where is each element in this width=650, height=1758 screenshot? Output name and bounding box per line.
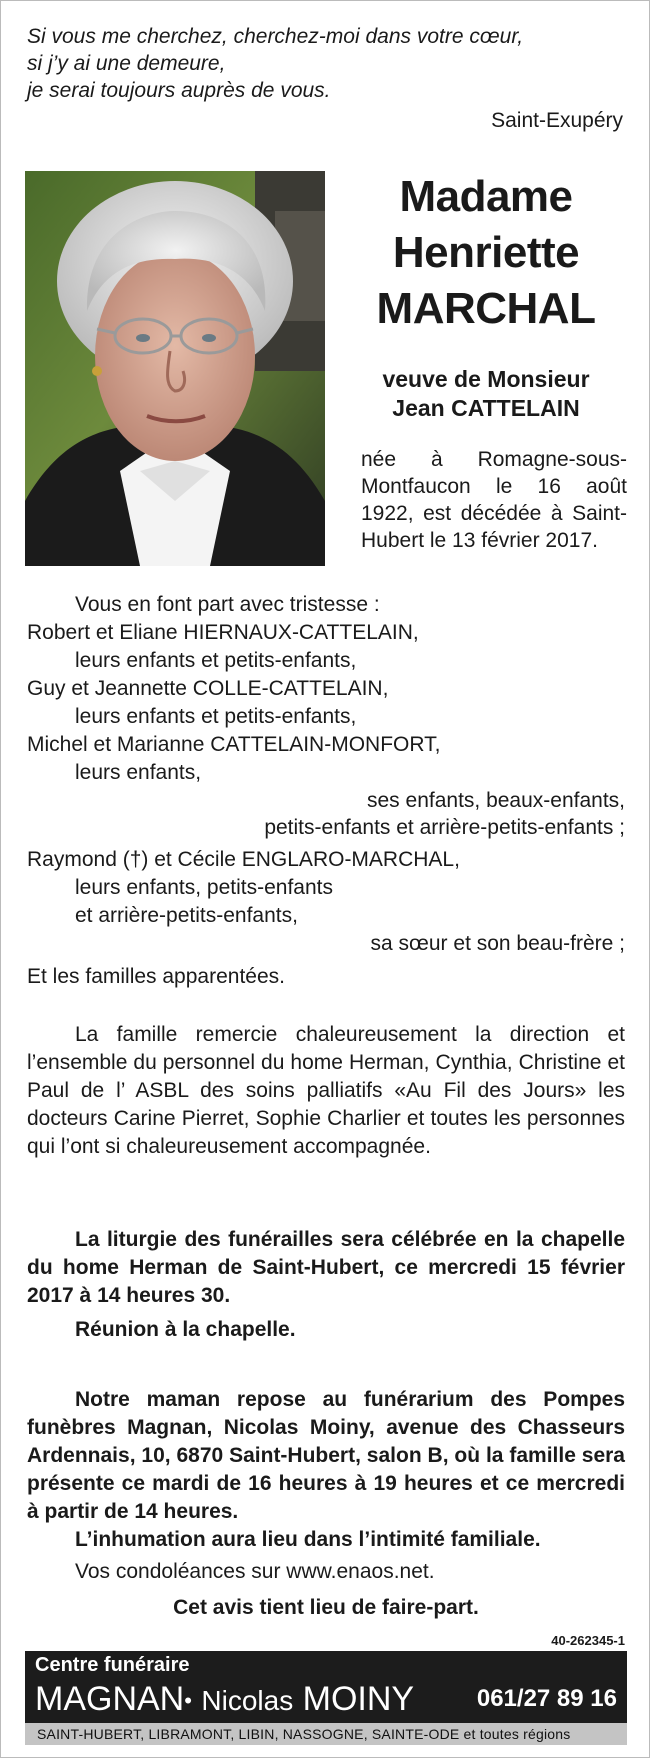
epigraph-quote: [27, 23, 631, 104]
quote-author: Saint-Exupéry: [491, 109, 623, 132]
title-line: Madame: [399, 172, 573, 221]
deceased-name: [346, 169, 626, 337]
quote-line: si j’y ai une demeure,: [27, 52, 226, 75]
birth-death-text: née à Romagne-sous-Montfaucon le 16 août 1922, est décédée à Saint-Hubert le 13 février 2017.: [361, 448, 627, 552]
rest-paragraph: Notre maman repose au funérarium des Pompes funèbres Magnan, Nicolas Moiny, avenue des Chasseurs Ardennais, 10, 6870 Saint-Hubert, salon B, où la famille sera présente ce mardi de 16 heures à 19 heures et ce mercredi à partir de 14 heures.: [27, 1388, 625, 1523]
family-line: petits-enfants et arrière-petits-enfants ;: [264, 816, 625, 839]
locations-list: SAINT-HUBERT, LIBRAMONT, LIBIN, NASSOGNE, SAINTE-ODE: [37, 1726, 460, 1742]
family-line: Guy et Jeannette COLLE-CATTELAIN,: [27, 677, 389, 700]
family-line: sa sœur et son beau-frère ;: [370, 932, 625, 955]
family-line: et arrière-petits-enfants,: [75, 904, 298, 927]
family-line: leurs enfants et petits-enfants,: [75, 705, 357, 728]
widow-line: Jean CATTELAIN: [392, 395, 580, 421]
meeting-line: Réunion à la chapelle.: [75, 1318, 296, 1341]
funeral-home-label: Centre funéraire: [35, 1654, 190, 1676]
funeral-home-name-1: MAGNAN: [35, 1680, 185, 1718]
funeral-home-phone: 061/27 89 16: [476, 1685, 617, 1712]
burial-line: L’inhumation aura lieu dans l’intimité familiale.: [75, 1528, 541, 1551]
family-line: Robert et Eliane HIERNAUX-CATTELAIN,: [27, 621, 419, 644]
funeral-home-name-3: MOINY: [302, 1680, 415, 1718]
portrait-illustration: [25, 171, 325, 566]
notice-line: Cet avis tient lieu de faire-part.: [173, 1596, 479, 1619]
bullet-separator: •: [184, 1688, 192, 1714]
family-line: Michel et Marianne CATTELAIN-MONFORT,: [27, 733, 441, 756]
funeral-home-banner: [25, 1651, 627, 1745]
title-line: Henriette: [392, 228, 580, 277]
portrait-photo: [25, 171, 325, 566]
condolences-line: Vos condoléances sur www.enaos.net.: [75, 1560, 435, 1583]
family-line: Raymond (†) et Cécile ENGLARO-MARCHAL,: [27, 848, 460, 871]
family-line: leurs enfants, petits-enfants: [75, 876, 333, 899]
funeral-home-name-2: Nicolas: [201, 1685, 294, 1716]
funeral-home-locations: [25, 1723, 627, 1745]
family-intro: Vous en font part avec tristesse :: [75, 593, 380, 616]
family-line: leurs enfants et petits-enfants,: [75, 649, 357, 672]
liturgy-paragraph: La liturgie des funérailles sera célébrée en la chapelle du home Herman de Saint-Hubert, ce mercredi 15 février 2017 à 14 heures 30.: [27, 1228, 625, 1307]
quote-line: je serai toujours auprès de vous.: [27, 79, 331, 102]
thanks-paragraph: La famille remercie chaleureusement la direction et l’ensemble du personnel du home Herman, Cynthia, Christine et Paul de l’ ASBL des soins palliatifs «Au Fil des Jours» les docteurs Carine Pierret, Sophie Charlier et toutes les personnes qui l’ont si chaleureusement accompagnée.: [27, 1023, 625, 1158]
funeral-home-name: [35, 1677, 414, 1723]
quote-line: Si vous me cherchez, cherchez-moi dans votre cœur,: [27, 25, 524, 48]
widow-line: veuve de Monsieur: [382, 366, 590, 392]
reference-number: 40-262345-1: [551, 1633, 625, 1648]
family-line: leurs enfants,: [75, 761, 202, 784]
widow-of: [346, 365, 626, 423]
family-line: ses enfants, beaux-enfants,: [367, 789, 625, 812]
title-line: MARCHAL: [376, 284, 596, 333]
family-line: Et les familles apparentées.: [27, 965, 285, 988]
locations-suffix: et toutes régions: [463, 1726, 571, 1742]
